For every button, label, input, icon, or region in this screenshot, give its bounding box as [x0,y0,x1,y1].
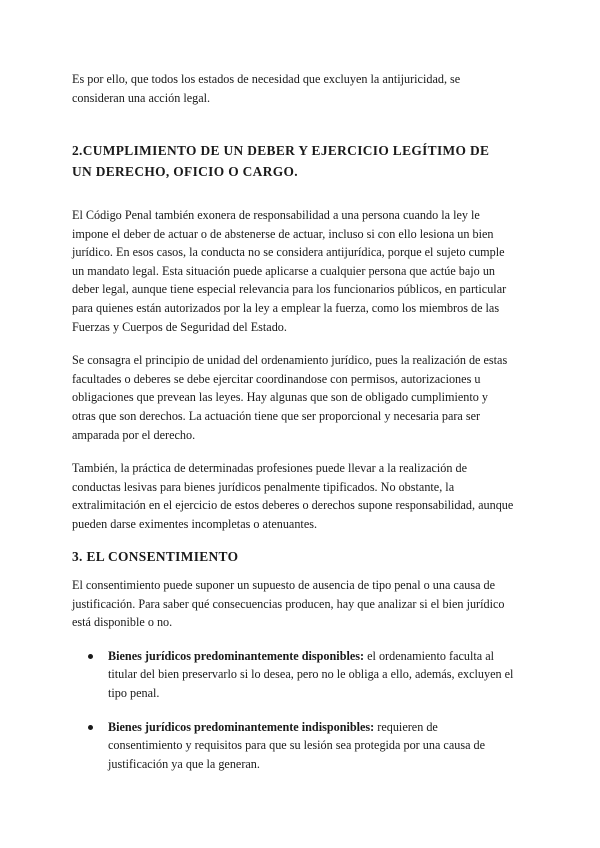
bullet-text: requieren de consentimiento y requisitos para que su lesión sea protegida por una causa de justificación ya que la generan. [108,719,486,771]
intro-block [72,70,516,107]
section-2-paragraph-1: El Código Penal también exonera de responsabilidad a una persona cuando la ley le impone el deber de actuar o de abstenerse de actuar, incluso si con ello lesiona un bien jurídico. En esos casos, la conducta no se considera antijurídica, porque el sujeto cumple un mandato legal. Esta situación puede aplicarse a cualquier persona que actúe bajo un deber legal, aunque tiene especial relevancia para los funcionarios públicos, en particular para quienes están autorizados por la ley a emplear la fuerza, como los miembros de las Fuerzas y Cuerpos de Seguridad del Estado. [72,208,507,334]
intro-paragraph: Es por ello, que todos los estados de necesidad que excluyen la antijuricidad, se consideran una acción legal. [72,72,461,105]
section-2-paragraph-3: También, la práctica de determinadas profesiones puede llevar a la realización de conductas lesivas para bienes jurídicos penalmente tipificados. No obstante, la extralimitación en el ejercicio de estos deberes o derechos supone responsabilidad, aunque pueden darse eximentes incompletas o atenuantes. [72,461,514,531]
section-2-heading: 2.CUMPLIMIENTO DE UN DEBER Y EJERCICIO LEGÍTIMO DE UN DERECHO, OFICIO O CARGO. [72,143,490,179]
section-3-body [72,576,514,773]
section-2-body [72,206,514,534]
bullet-icon [88,654,93,659]
section-3 [72,546,516,567]
list-item [72,647,514,703]
bullet-term: Bienes jurídicos predominantemente disponibles: [108,648,365,663]
list-item [72,718,514,774]
section-2-paragraph-2: Se consagra el principio de unidad del ordenamiento jurídico, pues la realización de estas facultades o deberes se debe ejercitar coordinandose con permisos, autorizaciones u obligaciones que prevean las leyes. Hay algunas que son de obligado cumplimiento y otras que son derechos. La actuación tiene que ser proporcional y necesaria para ser amparada por el derecho. [72,353,508,442]
bullet-icon [88,725,93,730]
bullet-term: Bienes jurídicos predominantemente indisponibles: [108,719,375,734]
bullet-list [72,647,514,774]
section-3-heading: 3. EL CONSENTIMIENTO [72,549,239,564]
bullet-text: el ordenamiento faculta al titular del bien preservarlo si lo desea, pero no le obliga a ello, además, excluyen el tipo penal. [108,648,514,700]
section-2 [72,140,504,182]
section-3-paragraph-1: El consentimiento puede suponer un supuesto de ausencia de tipo penal o una causa de justificación. Para saber qué consecuencias producen, hay que analizar si el bien jurídico está disponible o no. [72,578,505,630]
